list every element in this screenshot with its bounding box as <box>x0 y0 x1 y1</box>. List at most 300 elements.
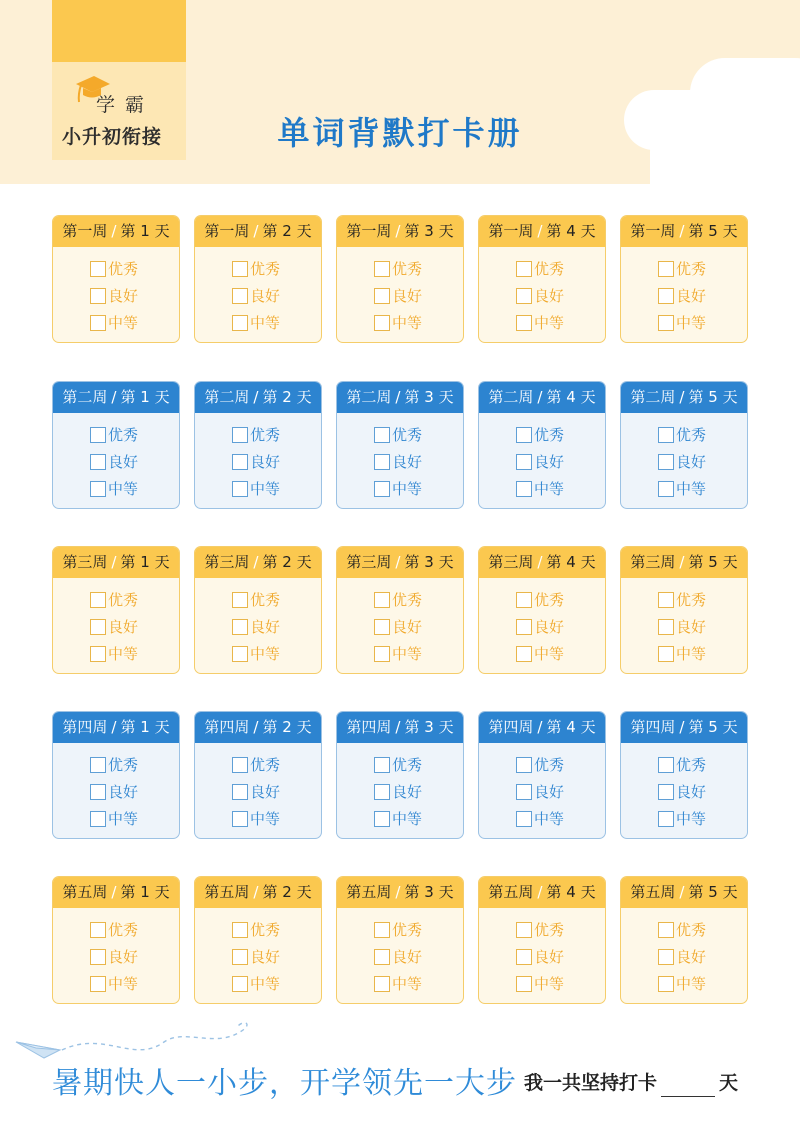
checkbox-icon[interactable] <box>90 288 106 304</box>
checkbox-icon[interactable] <box>374 784 390 800</box>
day-label: 第 3 天 <box>404 883 454 901</box>
checkbox-icon[interactable] <box>90 481 106 497</box>
rating-option[interactable] <box>516 947 564 967</box>
rating-option[interactable] <box>658 590 706 610</box>
rating-option[interactable] <box>90 644 138 664</box>
checkbox-icon[interactable] <box>374 922 390 938</box>
day-label: 第 2 天 <box>262 718 312 736</box>
day-label: 第 4 天 <box>546 388 596 406</box>
rating-option[interactable] <box>232 809 280 829</box>
week-label: 第二周 <box>62 388 108 406</box>
card-header <box>53 216 179 247</box>
rating-label: 中等 <box>392 810 423 828</box>
card-header <box>195 712 321 743</box>
rating-option[interactable] <box>658 974 706 994</box>
rating-label: 优秀 <box>392 426 423 444</box>
checkbox-icon[interactable] <box>374 592 390 608</box>
rating-option[interactable] <box>374 425 422 445</box>
card-header <box>53 382 179 413</box>
logo-subtitle: 小升初衔接 <box>62 126 163 148</box>
rating-option[interactable] <box>374 644 422 664</box>
checkbox-icon[interactable] <box>516 757 532 773</box>
slogan: 暑期快人一小步，开学领先一大步 <box>52 1066 517 1101</box>
checkbox-icon[interactable] <box>658 922 674 938</box>
rating-option[interactable] <box>90 313 138 333</box>
rating-option[interactable] <box>658 452 706 472</box>
rating-option[interactable] <box>90 755 138 775</box>
checkbox-icon[interactable] <box>516 288 532 304</box>
checkin-card <box>336 876 464 1004</box>
checkbox-icon[interactable] <box>374 288 390 304</box>
checkbox-icon[interactable] <box>658 811 674 827</box>
checkbox-icon[interactable] <box>90 454 106 470</box>
week-label: 第三周 <box>488 553 534 571</box>
header-separator: / <box>537 883 543 901</box>
rating-option[interactable] <box>516 755 564 775</box>
checkbox-icon[interactable] <box>658 454 674 470</box>
rating-label: 中等 <box>250 314 281 332</box>
checkbox-icon[interactable] <box>374 976 390 992</box>
rating-label: 中等 <box>392 480 423 498</box>
rating-label: 优秀 <box>534 260 565 278</box>
rating-label: 良好 <box>534 948 565 966</box>
header-separator: / <box>395 883 401 901</box>
week-label: 第四周 <box>630 718 676 736</box>
checkbox-icon[interactable] <box>232 811 248 827</box>
rating-option[interactable] <box>658 286 706 306</box>
day-label: 第 4 天 <box>546 718 596 736</box>
week-label: 第一周 <box>204 222 250 240</box>
day-label: 第 5 天 <box>688 718 738 736</box>
card-header <box>479 382 605 413</box>
tally-blank[interactable] <box>661 1074 715 1097</box>
checkbox-icon[interactable] <box>374 646 390 662</box>
rating-option[interactable] <box>90 974 138 994</box>
rating-option[interactable] <box>516 617 564 637</box>
rating-option[interactable] <box>658 782 706 802</box>
day-label: 第 2 天 <box>262 553 312 571</box>
rating-option[interactable] <box>516 425 564 445</box>
rating-option[interactable] <box>516 286 564 306</box>
rating-option[interactable] <box>516 974 564 994</box>
rating-option[interactable] <box>516 920 564 940</box>
rating-label: 优秀 <box>534 921 565 939</box>
checkbox-icon[interactable] <box>516 315 532 331</box>
week-label: 第一周 <box>488 222 534 240</box>
checkin-card <box>52 381 180 509</box>
rating-label: 良好 <box>108 453 139 471</box>
rating-option[interactable] <box>90 920 138 940</box>
rating-label: 中等 <box>108 810 139 828</box>
day-label: 第 2 天 <box>262 222 312 240</box>
rating-label: 良好 <box>676 618 707 636</box>
week-label: 第二周 <box>630 388 676 406</box>
day-label: 第 1 天 <box>120 388 170 406</box>
checkbox-icon[interactable] <box>232 646 248 662</box>
checkin-card <box>52 546 180 674</box>
rating-option[interactable] <box>516 644 564 664</box>
rating-label: 优秀 <box>108 921 139 939</box>
checkin-card <box>194 711 322 839</box>
card-header <box>53 712 179 743</box>
day-label: 第 4 天 <box>546 222 596 240</box>
checkbox-icon[interactable] <box>658 427 674 443</box>
rating-label: 良好 <box>108 783 139 801</box>
rating-label: 中等 <box>534 314 565 332</box>
checkbox-icon[interactable] <box>374 315 390 331</box>
checkin-card <box>478 711 606 839</box>
checkbox-icon[interactable] <box>516 619 532 635</box>
rating-option[interactable] <box>374 617 422 637</box>
rating-option[interactable] <box>516 479 564 499</box>
checkbox-icon[interactable] <box>90 949 106 965</box>
rating-option[interactable] <box>90 947 138 967</box>
rating-label: 良好 <box>108 618 139 636</box>
header-separator: / <box>253 883 259 901</box>
checkbox-icon[interactable] <box>658 261 674 277</box>
checkbox-icon[interactable] <box>374 261 390 277</box>
checkbox-icon[interactable] <box>232 757 248 773</box>
rating-option[interactable] <box>374 313 422 333</box>
day-label: 第 5 天 <box>688 553 738 571</box>
checkbox-icon[interactable] <box>658 481 674 497</box>
rating-label: 优秀 <box>534 426 565 444</box>
rating-option[interactable] <box>516 809 564 829</box>
rating-label: 优秀 <box>392 260 423 278</box>
rating-option[interactable] <box>232 590 280 610</box>
week-label: 第二周 <box>346 388 392 406</box>
rating-option[interactable] <box>516 259 564 279</box>
checkbox-icon[interactable] <box>90 784 106 800</box>
rating-option[interactable] <box>658 809 706 829</box>
checkbox-icon[interactable] <box>232 922 248 938</box>
rating-option[interactable] <box>658 920 706 940</box>
checkin-card <box>336 711 464 839</box>
rating-option[interactable] <box>90 286 138 306</box>
header-separator: / <box>111 883 117 901</box>
checkin-card <box>336 215 464 343</box>
rating-option[interactable] <box>374 755 422 775</box>
day-label: 第 1 天 <box>120 883 170 901</box>
checkbox-icon[interactable] <box>232 261 248 277</box>
rating-option[interactable] <box>232 452 280 472</box>
week-label: 第三周 <box>62 553 108 571</box>
rating-label: 优秀 <box>534 591 565 609</box>
rating-option[interactable] <box>658 947 706 967</box>
rating-option[interactable] <box>658 755 706 775</box>
checkbox-icon[interactable] <box>516 922 532 938</box>
day-label: 第 3 天 <box>404 718 454 736</box>
rating-label: 优秀 <box>250 260 281 278</box>
rating-label: 优秀 <box>250 756 281 774</box>
rating-option[interactable] <box>516 452 564 472</box>
rating-option[interactable] <box>374 590 422 610</box>
checkbox-icon[interactable] <box>232 427 248 443</box>
card-header <box>337 382 463 413</box>
rating-label: 中等 <box>676 480 707 498</box>
checkin-card <box>52 215 180 343</box>
week-label: 第四周 <box>488 718 534 736</box>
card-header <box>479 712 605 743</box>
checkbox-icon[interactable] <box>90 757 106 773</box>
week-label: 第二周 <box>488 388 534 406</box>
checkbox-icon[interactable] <box>658 784 674 800</box>
rating-label: 中等 <box>108 645 139 663</box>
week-label: 第一周 <box>62 222 108 240</box>
rating-label: 中等 <box>676 975 707 993</box>
rating-label: 优秀 <box>108 591 139 609</box>
checkbox-icon[interactable] <box>232 315 248 331</box>
rating-label: 优秀 <box>250 426 281 444</box>
checkbox-icon[interactable] <box>232 949 248 965</box>
checkbox-icon[interactable] <box>232 976 248 992</box>
rating-label: 良好 <box>250 453 281 471</box>
checkbox-icon[interactable] <box>658 592 674 608</box>
rating-option[interactable] <box>374 286 422 306</box>
checkbox-icon[interactable] <box>374 427 390 443</box>
rating-label: 优秀 <box>676 921 707 939</box>
rating-option[interactable] <box>90 782 138 802</box>
checkbox-icon[interactable] <box>516 427 532 443</box>
rating-option[interactable] <box>658 313 706 333</box>
checkbox-icon[interactable] <box>658 315 674 331</box>
checkbox-icon[interactable] <box>516 811 532 827</box>
rating-option[interactable] <box>232 782 280 802</box>
rating-option[interactable] <box>90 479 138 499</box>
page-title: 单词背默打卡册 <box>277 114 523 152</box>
rating-label: 良好 <box>108 287 139 305</box>
checkbox-icon[interactable] <box>516 976 532 992</box>
checkbox-icon[interactable] <box>232 592 248 608</box>
rating-option[interactable] <box>374 479 422 499</box>
rating-label: 良好 <box>676 948 707 966</box>
checkbox-icon[interactable] <box>232 454 248 470</box>
rating-option[interactable] <box>658 259 706 279</box>
week-label: 第五周 <box>488 883 534 901</box>
rating-option[interactable] <box>232 947 280 967</box>
checkbox-icon[interactable] <box>374 481 390 497</box>
rating-option[interactable] <box>90 425 138 445</box>
rating-option[interactable] <box>658 479 706 499</box>
day-label: 第 1 天 <box>120 553 170 571</box>
header-separator: / <box>111 388 117 406</box>
rating-label: 中等 <box>108 314 139 332</box>
rating-label: 良好 <box>534 783 565 801</box>
checkbox-icon[interactable] <box>374 454 390 470</box>
rating-label: 中等 <box>108 480 139 498</box>
checkbox-icon[interactable] <box>658 757 674 773</box>
rating-option[interactable] <box>90 590 138 610</box>
checkbox-icon[interactable] <box>374 757 390 773</box>
rating-option[interactable] <box>232 313 280 333</box>
checkin-card <box>194 546 322 674</box>
week-label: 第三周 <box>346 553 392 571</box>
checkbox-icon[interactable] <box>374 619 390 635</box>
card-header <box>621 712 747 743</box>
checkin-card <box>620 215 748 343</box>
day-label: 第 5 天 <box>688 388 738 406</box>
checkbox-icon[interactable] <box>232 288 248 304</box>
checkbox-icon[interactable] <box>658 976 674 992</box>
rating-label: 良好 <box>250 783 281 801</box>
checkin-card <box>194 876 322 1004</box>
rating-option[interactable] <box>232 425 280 445</box>
rating-option[interactable] <box>232 644 280 664</box>
card-header <box>621 547 747 578</box>
week-label: 第四周 <box>204 718 250 736</box>
week-label: 第五周 <box>346 883 392 901</box>
checkbox-icon[interactable] <box>516 784 532 800</box>
week-label: 第三周 <box>204 553 250 571</box>
rating-option[interactable] <box>374 920 422 940</box>
rating-label: 良好 <box>392 948 423 966</box>
rating-label: 中等 <box>534 975 565 993</box>
logo-text: 学 霸 <box>96 94 147 116</box>
checkin-card <box>620 711 748 839</box>
day-label: 第 2 天 <box>262 388 312 406</box>
checkbox-icon[interactable] <box>90 922 106 938</box>
checkin-card <box>336 381 464 509</box>
header-separator: / <box>537 553 543 571</box>
checkin-card <box>478 215 606 343</box>
checkbox-icon[interactable] <box>516 949 532 965</box>
week-label: 第四周 <box>346 718 392 736</box>
header-separator: / <box>679 883 685 901</box>
card-header <box>195 382 321 413</box>
checkbox-icon[interactable] <box>658 619 674 635</box>
rating-label: 中等 <box>250 480 281 498</box>
checkbox-icon[interactable] <box>516 454 532 470</box>
card-header <box>53 877 179 908</box>
day-label: 第 2 天 <box>262 883 312 901</box>
week-label: 第五周 <box>62 883 108 901</box>
checkbox-icon[interactable] <box>658 288 674 304</box>
rating-option[interactable] <box>658 617 706 637</box>
header-separator: / <box>679 553 685 571</box>
header-separator: / <box>111 222 117 240</box>
rating-option[interactable] <box>90 617 138 637</box>
rating-option[interactable] <box>374 782 422 802</box>
checkbox-icon[interactable] <box>658 646 674 662</box>
rating-option[interactable] <box>658 644 706 664</box>
week-label: 第三周 <box>630 553 676 571</box>
rating-option[interactable] <box>516 313 564 333</box>
checkbox-icon[interactable] <box>516 592 532 608</box>
rating-label: 优秀 <box>250 921 281 939</box>
header-separator: / <box>395 718 401 736</box>
rating-option[interactable] <box>232 974 280 994</box>
week-label: 第二周 <box>204 388 250 406</box>
header-separator: / <box>679 388 685 406</box>
card-header <box>479 877 605 908</box>
rating-label: 良好 <box>676 287 707 305</box>
rating-label: 优秀 <box>676 260 707 278</box>
rating-label: 良好 <box>392 287 423 305</box>
rating-label: 良好 <box>392 618 423 636</box>
rating-option[interactable] <box>232 286 280 306</box>
rating-label: 中等 <box>250 975 281 993</box>
checkin-card <box>620 381 748 509</box>
checkbox-icon[interactable] <box>516 481 532 497</box>
day-label: 第 1 天 <box>120 718 170 736</box>
checkin-card <box>620 546 748 674</box>
rating-label: 良好 <box>534 453 565 471</box>
checkbox-icon[interactable] <box>516 646 532 662</box>
rating-option[interactable] <box>232 259 280 279</box>
rating-label: 中等 <box>250 810 281 828</box>
header-separator: / <box>111 553 117 571</box>
card-header <box>479 547 605 578</box>
checkbox-icon[interactable] <box>374 811 390 827</box>
checkbox-icon[interactable] <box>90 619 106 635</box>
header-separator: / <box>253 388 259 406</box>
header-separator: / <box>253 553 259 571</box>
rating-label: 中等 <box>108 975 139 993</box>
card-header <box>337 216 463 247</box>
checkbox-icon[interactable] <box>232 481 248 497</box>
header-separator: / <box>537 222 543 240</box>
card-header <box>195 547 321 578</box>
rating-option[interactable] <box>232 479 280 499</box>
rating-option[interactable] <box>374 809 422 829</box>
checkbox-icon[interactable] <box>232 619 248 635</box>
rating-label: 优秀 <box>250 591 281 609</box>
card-header <box>195 877 321 908</box>
rating-option[interactable] <box>516 782 564 802</box>
checkbox-icon[interactable] <box>90 811 106 827</box>
header-separator: / <box>679 222 685 240</box>
tally-text: 我一共坚持打卡 天 <box>524 1068 738 1097</box>
card-header <box>337 547 463 578</box>
rating-label: 良好 <box>534 618 565 636</box>
rating-label: 中等 <box>392 645 423 663</box>
rating-option[interactable] <box>232 755 280 775</box>
rating-option[interactable] <box>374 452 422 472</box>
rating-option[interactable] <box>374 947 422 967</box>
rating-label: 中等 <box>392 314 423 332</box>
rating-option[interactable] <box>658 425 706 445</box>
header-separator: / <box>537 718 543 736</box>
checkbox-icon[interactable] <box>90 315 106 331</box>
checkbox-icon[interactable] <box>90 976 106 992</box>
rating-option[interactable] <box>232 617 280 637</box>
rating-option[interactable] <box>232 920 280 940</box>
checkin-card <box>478 876 606 1004</box>
checkbox-icon[interactable] <box>516 261 532 277</box>
checkbox-icon[interactable] <box>658 949 674 965</box>
checkin-card <box>52 876 180 1004</box>
checkin-card <box>52 711 180 839</box>
checkbox-icon[interactable] <box>90 646 106 662</box>
checkbox-icon[interactable] <box>90 592 106 608</box>
rating-option[interactable] <box>374 974 422 994</box>
rating-label: 优秀 <box>392 756 423 774</box>
checkbox-icon[interactable] <box>90 427 106 443</box>
day-label: 第 3 天 <box>404 222 454 240</box>
week-label: 第四周 <box>62 718 108 736</box>
checkbox-icon[interactable] <box>90 261 106 277</box>
header-separator: / <box>111 718 117 736</box>
rating-option[interactable] <box>516 590 564 610</box>
week-label: 第五周 <box>630 883 676 901</box>
checkbox-icon[interactable] <box>374 949 390 965</box>
rating-option[interactable] <box>374 259 422 279</box>
rating-option[interactable] <box>90 809 138 829</box>
rating-option[interactable] <box>90 452 138 472</box>
rating-label: 良好 <box>676 783 707 801</box>
checkbox-icon[interactable] <box>232 784 248 800</box>
rating-option[interactable] <box>90 259 138 279</box>
